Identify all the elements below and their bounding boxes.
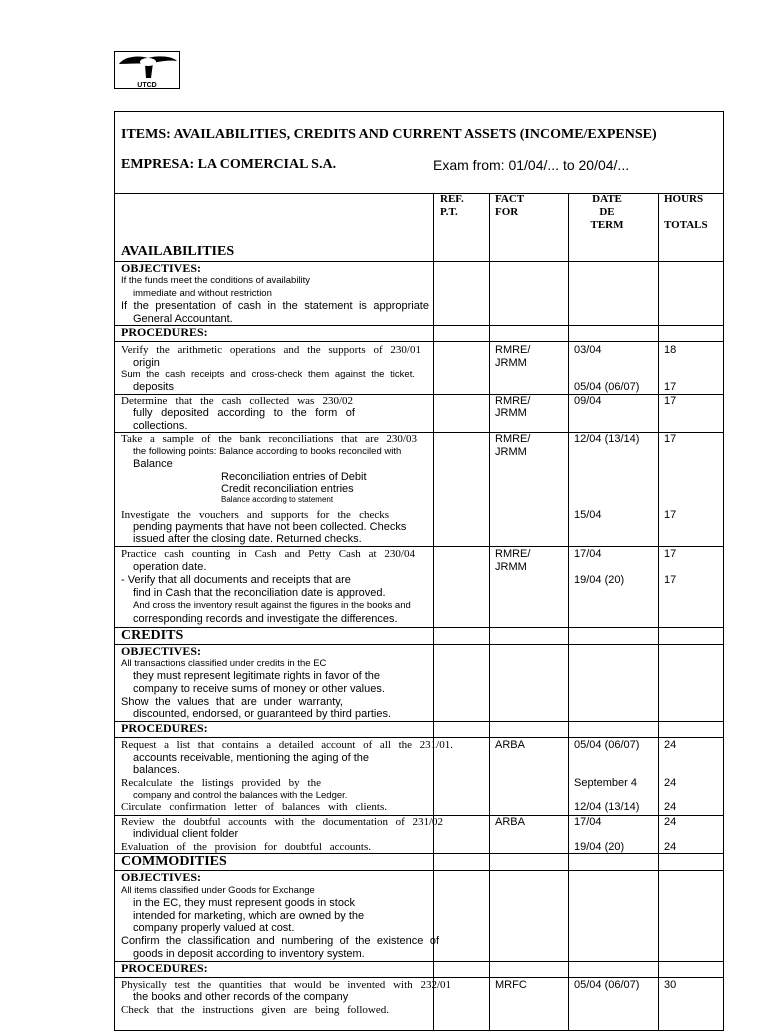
procedure-line: Verify the arithmetic operations and the supports of 230/01 [121, 344, 421, 356]
procedures-label: PROCEDURES: [121, 325, 208, 339]
col-header-hours: HOURS TOTALS [664, 193, 708, 231]
objectives-label: OBJECTIVES: [121, 870, 202, 884]
objective-line: General Accountant. [133, 313, 233, 325]
procedure-line: Check that the instructions given are being followed. [121, 1004, 389, 1016]
procedure-line: company and control the balances with the Ledger. [133, 790, 348, 801]
objective-line: intended for marketing, which are owned by the [133, 910, 365, 922]
date-cell: September 4 [574, 777, 637, 789]
objective-line: company properly valued at cost. [133, 922, 295, 934]
fact-cell: MRFC [495, 979, 527, 991]
row-divider [114, 644, 724, 645]
column-divider [568, 193, 569, 1031]
col-header-date: DATE DE TERM [590, 193, 624, 231]
fact-cell: RMRE/ [495, 548, 531, 560]
exam-period: Exam from: 01/04/... to 20/04/... [433, 157, 630, 173]
procedure-line: Practice cash counting in Cash and Petty Cash at 230/04 [121, 548, 415, 560]
objective-line: in the EC, they must represent goods in stock [133, 897, 355, 909]
objective-line: Show the values that are under warranty, [121, 696, 343, 708]
procedure-line: Investigate the vouchers and supports for the checks [121, 509, 389, 521]
objective-line: Confirm the classification and numbering of the existence of [121, 935, 439, 947]
objectives-label: OBJECTIVES: [121, 644, 202, 658]
procedure-line: Evaluation of the provision for doubtful accounts. [121, 841, 371, 853]
procedure-line: pending payments that have not been collected. Checks [133, 521, 407, 533]
procedure-line: operation date. [133, 561, 207, 573]
procedure-line: Reconciliation entries of Debit [221, 471, 367, 483]
hours-cell: 24 [664, 816, 677, 828]
date-cell: 05/04 (06/07) [574, 979, 640, 991]
row-divider [114, 627, 724, 628]
hours-cell: 17 [664, 548, 677, 560]
date-cell: 17/04 [574, 548, 602, 560]
procedures-label: PROCEDURES: [121, 721, 208, 735]
procedures-label: PROCEDURES: [121, 961, 208, 975]
procedure-line: Review the doubtful accounts with the documentation of 231/02 [121, 816, 443, 828]
date-cell: 09/04 [574, 395, 602, 407]
date-cell: 15/04 [574, 509, 602, 521]
hours-cell: 17 [664, 395, 677, 407]
procedure-line: Recalculate the listings provided by the [121, 777, 321, 789]
fact-cell: RMRE/ [495, 433, 531, 445]
procedure-line: deposits [133, 381, 174, 393]
hours-cell: 17 [664, 509, 677, 521]
hours-cell: 17 [664, 381, 677, 393]
objective-line: they must represent legitimate rights in favor of the [133, 670, 381, 682]
objective-line: discounted, endorsed, or guaranteed by third parties. [133, 708, 392, 720]
section-title-availabilities: AVAILABILITIES [121, 244, 235, 259]
column-divider [489, 193, 490, 1031]
procedure-line: the books and other records of the company [133, 991, 349, 1003]
procedure-line: Determine that the cash collected was 230/02 [121, 395, 353, 407]
date-cell: 12/04 (13/14) [574, 801, 640, 813]
procedure-line: collections. [133, 420, 188, 432]
date-cell: 19/04 (20) [574, 574, 625, 586]
row-divider [114, 977, 724, 978]
procedure-line: - Verify that all documents and receipts that are [121, 574, 351, 586]
hours-cell: 18 [664, 344, 677, 356]
column-divider [658, 193, 659, 1031]
hours-cell: 17 [664, 433, 677, 445]
fact-cell: JRMM [495, 561, 527, 573]
procedure-line: individual client folder [133, 828, 239, 840]
procedure-line: the following points: Balance according to books reconciled with [133, 446, 402, 457]
procedure-line: find in Cash that the reconciliation date is approved. [133, 587, 386, 599]
procedure-line: Circulate confirmation letter of balances with clients. [121, 801, 387, 813]
procedure-line: And cross the inventory result against the figures in the books and [133, 600, 411, 611]
hours-cell: 30 [664, 979, 677, 991]
objective-line: goods in deposit according to inventory system. [133, 948, 365, 960]
date-cell: 03/04 [574, 344, 602, 356]
procedure-line: Physically test the quantities that would be invented with 232/01 [121, 979, 451, 991]
row-divider [114, 870, 724, 871]
fact-cell: ARBA [495, 739, 525, 751]
hours-cell: 24 [664, 739, 677, 751]
fact-cell: RMRE/ [495, 344, 531, 356]
procedure-line: balances. [133, 764, 181, 776]
procedure-line: Balance [133, 458, 173, 470]
objective-line: If the funds meet the conditions of availability [121, 275, 311, 286]
procedure-line: corresponding records and investigate the differences. [133, 613, 398, 625]
objective-line: If the presentation of cash in the statement is appropriate [121, 300, 429, 312]
hours-cell: 17 [664, 574, 677, 586]
procedure-line: Credit reconciliation entries [221, 483, 354, 495]
logo-text: UTCD [137, 82, 157, 89]
document-title: ITEMS: AVAILABILITIES, CREDITS AND CURRENT ASSETS (INCOME/EXPENSE) [121, 127, 657, 142]
objective-line: All transactions classified under credits in the EC [121, 658, 327, 669]
fact-cell: RMRE/ [495, 395, 531, 407]
procedure-line: Balance according to statement [221, 495, 334, 504]
row-divider [114, 261, 724, 262]
date-cell: 05/04 (06/07) [574, 739, 640, 751]
procedure-line: accounts receivable, mentioning the aging of the [133, 752, 370, 764]
row-divider [114, 737, 724, 738]
hours-cell: 24 [664, 801, 677, 813]
fact-cell: JRMM [495, 357, 527, 369]
procedure-line: Sum the cash receipts and cross-check them against the ticket. [121, 369, 415, 380]
procedure-line: Request a list that contains a detailed account of all the 231/01. [121, 739, 453, 751]
section-title-credits: CREDITS [121, 628, 184, 643]
company-name: EMPRESA: LA COMERCIAL S.A. [121, 157, 337, 172]
procedure-line: fully deposited according to the form of [133, 407, 355, 419]
fact-cell: JRMM [495, 446, 527, 458]
objectives-label: OBJECTIVES: [121, 261, 202, 275]
procedure-line: issued after the closing date. Returned checks. [133, 533, 362, 545]
objective-line: All items classified under Goods for Exchange [121, 885, 315, 896]
date-cell: 19/04 (20) [574, 841, 625, 853]
fact-cell: ARBA [495, 816, 525, 828]
procedure-line: Take a sample of the bank reconciliations that are 230/03 [121, 433, 417, 445]
date-cell: 05/04 (06/07) [574, 381, 640, 393]
date-cell: 12/04 (13/14) [574, 433, 640, 445]
row-divider [114, 341, 724, 342]
logo-emblem-icon [115, 52, 181, 82]
date-cell: 17/04 [574, 816, 602, 828]
hours-cell: 24 [664, 777, 677, 789]
objective-line: company to receive sums of money or other values. [133, 683, 385, 695]
fact-cell: JRMM [495, 407, 527, 419]
section-title-commodities: COMMODITIES [121, 854, 227, 869]
column-divider [433, 193, 434, 1031]
company-logo [114, 51, 180, 89]
procedure-line: origin [133, 357, 160, 369]
hours-cell: 24 [664, 841, 677, 853]
row-divider [114, 546, 724, 547]
col-header-fact: FACT FOR [495, 193, 525, 218]
col-header-ref: REF. P.T. [440, 193, 464, 218]
objective-line: immediate and without restriction [133, 288, 272, 299]
